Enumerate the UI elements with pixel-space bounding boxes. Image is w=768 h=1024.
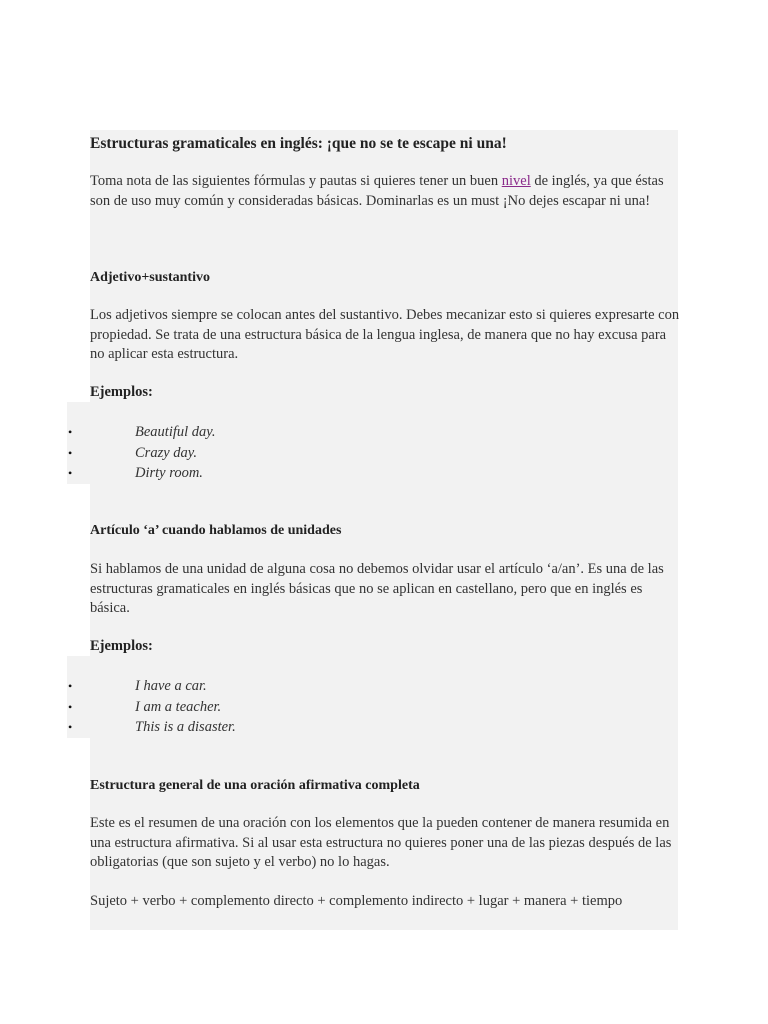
list-item <box>0 676 400 697</box>
page-title: Estructuras gramaticales en inglés: ¡que no se te escape ni una! <box>90 135 507 152</box>
bullet-icon: • <box>68 679 73 693</box>
section-body-articulo: Si hablamos de una unidad de alguna cosa no debemos olvidar usar el artículo ‘a/an’. Es una de las estructuras gramaticales en inglés básicas que no se aplican en castellano, pero que en inglés es básica. <box>90 561 664 616</box>
example-text: Dirty room. <box>135 465 203 481</box>
examples-label-1: Ejemplos: <box>90 384 153 400</box>
intro-text-before-link: Toma nota de las siguientes fórmulas y pautas si quieres tener un buen <box>90 173 502 189</box>
examples-list-2 <box>0 676 400 738</box>
list-item <box>0 717 400 738</box>
bullet-icon: • <box>68 425 73 439</box>
example-text: I am a teacher. <box>135 698 222 715</box>
list-item <box>0 463 400 484</box>
list-item <box>0 443 400 464</box>
section-heading-adjetivo: Adjetivo+sustantivo <box>90 270 210 285</box>
examples-label-2: Ejemplos: <box>90 638 153 654</box>
bullet-icon: • <box>68 720 73 734</box>
example-text: Beautiful day. <box>135 424 216 440</box>
section-body-adjetivo: Los adjetivos siempre se colocan antes del sustantivo. Debes mecanizar esto si quieres expresarte con propiedad. Se trata de una estructura básica de la lengua inglesa, de manera que no hay excusa para no aplicar esta estructura. <box>90 307 680 362</box>
section-heading-articulo: Artículo ‘a’ cuando hablamos de unidades <box>90 523 342 538</box>
nivel-link[interactable]: nivel <box>501 173 531 189</box>
list-item <box>0 422 400 443</box>
bullet-icon: • <box>68 445 73 460</box>
intro-text-after-link: de inglés, ya que éstas son de uso muy común y consideradas básicas. Dominarlas es un must ¡No dejes escapar ni una! <box>90 173 664 209</box>
intro-paragraph <box>90 172 680 211</box>
section-heading-oracion: Estructura general de una oración afirmativa completa <box>90 778 420 793</box>
bullet-icon: • <box>68 466 73 480</box>
example-text: This is a disaster. <box>135 719 236 735</box>
bullet-icon: • <box>68 699 73 714</box>
sentence-formula: Sujeto + verbo + complemento directo + complemento indirecto + lugar + manera + tiempo <box>90 893 623 909</box>
section-body-oracion: Este es el resumen de una oración con los elementos que la pueden contener de manera resumida en una estructura afirmativa. Si al usar esta estructura no quieres poner una de las piezas después de las obligatorias (que son sujeto y el verbo) no lo hagas. <box>90 815 672 870</box>
list-item <box>0 697 400 718</box>
example-text: Crazy day. <box>135 444 198 461</box>
example-text: I have a car. <box>135 678 207 694</box>
examples-list-1 <box>0 422 400 484</box>
